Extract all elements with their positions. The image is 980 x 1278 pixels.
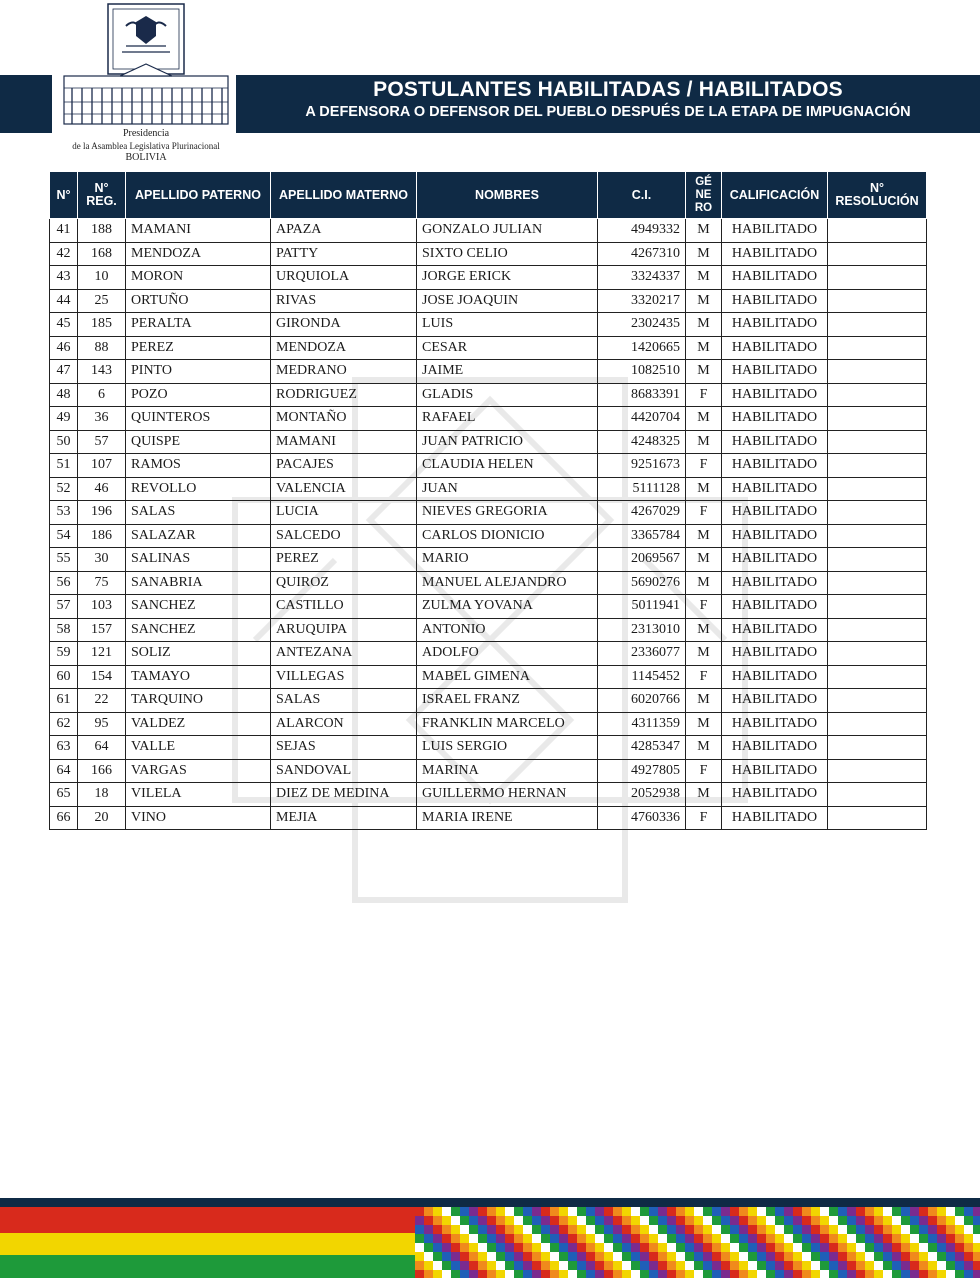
cell-resolucion xyxy=(828,783,927,807)
cell-num: 52 xyxy=(50,477,78,501)
cell-resolucion xyxy=(828,689,927,713)
cell-paterno: SANCHEZ xyxy=(126,618,271,642)
cell-resolucion xyxy=(828,383,927,407)
cell-nombres: SIXTO CELIO xyxy=(417,242,598,266)
cell-ci: 1082510 xyxy=(598,360,686,384)
cell-resolucion xyxy=(828,595,927,619)
table-row xyxy=(50,383,927,407)
cell-num: 55 xyxy=(50,548,78,572)
footer-navy-stripe xyxy=(0,1198,980,1207)
cell-materno: CASTILLO xyxy=(271,595,417,619)
cell-nombres: JOSE JOAQUIN xyxy=(417,289,598,313)
cell-calificacion: HABILITADO xyxy=(722,360,828,384)
cell-num: 60 xyxy=(50,665,78,689)
cell-nombres: GLADIS xyxy=(417,383,598,407)
cell-nombres: MANUEL ALEJANDRO xyxy=(417,571,598,595)
cell-num: 65 xyxy=(50,783,78,807)
table-row xyxy=(50,759,927,783)
logo-caption-line1: Presidencia xyxy=(122,128,170,139)
cell-genero: M xyxy=(686,524,722,548)
cell-num: 43 xyxy=(50,266,78,290)
cell-reg: 10 xyxy=(78,266,126,290)
cell-reg: 36 xyxy=(78,407,126,431)
cell-resolucion xyxy=(828,360,927,384)
cell-nombres: GONZALO JULIAN xyxy=(417,219,598,243)
cell-paterno: TARQUINO xyxy=(126,689,271,713)
cell-reg: 186 xyxy=(78,524,126,548)
cell-nombres: GUILLERMO HERNAN xyxy=(417,783,598,807)
logo-caption-line2: de la Asamblea Legislativa Plurinacional xyxy=(72,141,220,151)
cell-reg: 30 xyxy=(78,548,126,572)
cell-materno: ALARCON xyxy=(271,712,417,736)
cell-reg: 188 xyxy=(78,219,126,243)
cell-paterno: SANABRIA xyxy=(126,571,271,595)
cell-materno: MENDOZA xyxy=(271,336,417,360)
cell-materno: SEJAS xyxy=(271,736,417,760)
cell-resolucion xyxy=(828,806,927,830)
cell-num: 44 xyxy=(50,289,78,313)
cell-ci: 3324337 xyxy=(598,266,686,290)
table-row xyxy=(50,712,927,736)
cell-nombres: CESAR xyxy=(417,336,598,360)
cell-resolucion xyxy=(828,266,927,290)
cell-nombres: CLAUDIA HELEN xyxy=(417,454,598,478)
cell-ci: 4267310 xyxy=(598,242,686,266)
cell-calificacion: HABILITADO xyxy=(722,407,828,431)
cell-calificacion: HABILITADO xyxy=(722,689,828,713)
cell-genero: F xyxy=(686,383,722,407)
table-row xyxy=(50,336,927,360)
table-row xyxy=(50,360,927,384)
cell-calificacion: HABILITADO xyxy=(722,501,828,525)
cell-materno: GIRONDA xyxy=(271,313,417,337)
cell-resolucion xyxy=(828,219,927,243)
cell-num: 42 xyxy=(50,242,78,266)
cell-ci: 3320217 xyxy=(598,289,686,313)
col-header-materno: APELLIDO MATERNO xyxy=(271,172,417,219)
page-title: POSTULANTES HABILITADAS / HABILITADOS xyxy=(373,78,843,101)
cell-genero: F xyxy=(686,595,722,619)
cell-calificacion: HABILITADO xyxy=(722,524,828,548)
cell-paterno: SANCHEZ xyxy=(126,595,271,619)
cell-calificacion: HABILITADO xyxy=(722,289,828,313)
table-row xyxy=(50,266,927,290)
cell-num: 62 xyxy=(50,712,78,736)
cell-genero: M xyxy=(686,336,722,360)
cell-materno: VALENCIA xyxy=(271,477,417,501)
cell-paterno: SALAZAR xyxy=(126,524,271,548)
wiphala-pattern xyxy=(415,1207,980,1278)
cell-materno: VILLEGAS xyxy=(271,665,417,689)
cell-resolucion xyxy=(828,524,927,548)
cell-calificacion: HABILITADO xyxy=(722,736,828,760)
cell-ci: 2336077 xyxy=(598,642,686,666)
cell-paterno: VALDEZ xyxy=(126,712,271,736)
cell-paterno: TAMAYO xyxy=(126,665,271,689)
cell-materno: PATTY xyxy=(271,242,417,266)
cell-resolucion xyxy=(828,313,927,337)
cell-materno: SALCEDO xyxy=(271,524,417,548)
cell-reg: 6 xyxy=(78,383,126,407)
cell-nombres: MABEL GIMENA xyxy=(417,665,598,689)
cell-nombres: JORGE ERICK xyxy=(417,266,598,290)
cell-reg: 166 xyxy=(78,759,126,783)
col-header-genero: GÉ NE RO xyxy=(686,172,722,219)
cell-calificacion: HABILITADO xyxy=(722,618,828,642)
cell-ci: 8683391 xyxy=(598,383,686,407)
cell-resolucion xyxy=(828,477,927,501)
table-row xyxy=(50,524,927,548)
col-header-resolucion: N° RESOLUCIÓN xyxy=(828,172,927,219)
cell-resolucion xyxy=(828,665,927,689)
cell-resolucion xyxy=(828,242,927,266)
cell-materno: MONTAÑO xyxy=(271,407,417,431)
logo-caption-line3: BOLIVIA xyxy=(125,152,167,163)
cell-nombres: RAFAEL xyxy=(417,407,598,431)
cell-genero: F xyxy=(686,501,722,525)
table-row xyxy=(50,618,927,642)
cell-ci: 3365784 xyxy=(598,524,686,548)
cell-genero: M xyxy=(686,783,722,807)
cell-num: 47 xyxy=(50,360,78,384)
cell-resolucion xyxy=(828,642,927,666)
cell-nombres: JUAN xyxy=(417,477,598,501)
cell-nombres: MARINA xyxy=(417,759,598,783)
cell-resolucion xyxy=(828,736,927,760)
cell-materno: DIEZ DE MEDINA xyxy=(271,783,417,807)
cell-genero: M xyxy=(686,266,722,290)
table-row xyxy=(50,595,927,619)
cell-paterno: QUINTEROS xyxy=(126,407,271,431)
table-row xyxy=(50,407,927,431)
cell-reg: 22 xyxy=(78,689,126,713)
cell-nombres: JUAN PATRICIO xyxy=(417,430,598,454)
cell-paterno: MAMANI xyxy=(126,219,271,243)
cell-resolucion xyxy=(828,430,927,454)
cell-paterno: ORTUÑO xyxy=(126,289,271,313)
cell-paterno: REVOLLO xyxy=(126,477,271,501)
cell-genero: M xyxy=(686,618,722,642)
cell-paterno: VARGAS xyxy=(126,759,271,783)
cell-materno: QUIROZ xyxy=(271,571,417,595)
cell-calificacion: HABILITADO xyxy=(722,219,828,243)
cell-genero: M xyxy=(686,313,722,337)
cell-materno: SALAS xyxy=(271,689,417,713)
cell-calificacion: HABILITADO xyxy=(722,712,828,736)
cell-paterno: MORON xyxy=(126,266,271,290)
cell-nombres: ISRAEL FRANZ xyxy=(417,689,598,713)
cell-paterno: PINTO xyxy=(126,360,271,384)
cell-num: 49 xyxy=(50,407,78,431)
cell-materno: RIVAS xyxy=(271,289,417,313)
cell-reg: 157 xyxy=(78,618,126,642)
cell-num: 50 xyxy=(50,430,78,454)
cell-ci: 4420704 xyxy=(598,407,686,431)
table-row xyxy=(50,571,927,595)
cell-paterno: RAMOS xyxy=(126,454,271,478)
cell-calificacion: HABILITADO xyxy=(722,665,828,689)
cell-reg: 20 xyxy=(78,806,126,830)
cell-materno: PEREZ xyxy=(271,548,417,572)
cell-resolucion xyxy=(828,759,927,783)
cell-ci: 5690276 xyxy=(598,571,686,595)
cell-calificacion: HABILITADO xyxy=(722,477,828,501)
table-row xyxy=(50,501,927,525)
cell-genero: M xyxy=(686,571,722,595)
col-header-num: N° xyxy=(50,172,78,219)
cell-num: 59 xyxy=(50,642,78,666)
cell-num: 66 xyxy=(50,806,78,830)
table-row xyxy=(50,313,927,337)
cell-genero: F xyxy=(686,759,722,783)
cell-materno: SANDOVAL xyxy=(271,759,417,783)
table-row xyxy=(50,454,927,478)
cell-calificacion: HABILITADO xyxy=(722,336,828,360)
cell-materno: URQUIOLA xyxy=(271,266,417,290)
table-row xyxy=(50,548,927,572)
cell-paterno: POZO xyxy=(126,383,271,407)
cell-calificacion: HABILITADO xyxy=(722,571,828,595)
cell-nombres: LUIS xyxy=(417,313,598,337)
cell-reg: 121 xyxy=(78,642,126,666)
cell-resolucion xyxy=(828,336,927,360)
logo-caption xyxy=(56,128,236,164)
cell-calificacion: HABILITADO xyxy=(722,242,828,266)
cell-reg: 75 xyxy=(78,571,126,595)
table-row xyxy=(50,689,927,713)
cell-materno: ARUQUIPA xyxy=(271,618,417,642)
cell-ci: 4927805 xyxy=(598,759,686,783)
cell-nombres: JAIME xyxy=(417,360,598,384)
table-row xyxy=(50,219,927,243)
cell-num: 54 xyxy=(50,524,78,548)
cell-ci: 2052938 xyxy=(598,783,686,807)
cell-reg: 46 xyxy=(78,477,126,501)
cell-num: 45 xyxy=(50,313,78,337)
cell-ci: 4267029 xyxy=(598,501,686,525)
cell-num: 58 xyxy=(50,618,78,642)
cell-calificacion: HABILITADO xyxy=(722,806,828,830)
cell-ci: 5111128 xyxy=(598,477,686,501)
cell-ci: 4949332 xyxy=(598,219,686,243)
cell-resolucion xyxy=(828,289,927,313)
cell-resolucion xyxy=(828,548,927,572)
cell-ci: 5011941 xyxy=(598,595,686,619)
cell-ci: 1145452 xyxy=(598,665,686,689)
cell-materno: RODRIGUEZ xyxy=(271,383,417,407)
col-header-ci: C.I. xyxy=(598,172,686,219)
cell-calificacion: HABILITADO xyxy=(722,548,828,572)
cell-paterno: SALAS xyxy=(126,501,271,525)
cell-materno: PACAJES xyxy=(271,454,417,478)
cell-calificacion: HABILITADO xyxy=(722,759,828,783)
cell-paterno: VILELA xyxy=(126,783,271,807)
cell-materno: MEJIA xyxy=(271,806,417,830)
cell-nombres: ADOLFO xyxy=(417,642,598,666)
cell-genero: M xyxy=(686,242,722,266)
cell-num: 64 xyxy=(50,759,78,783)
cell-paterno: VALLE xyxy=(126,736,271,760)
cell-reg: 88 xyxy=(78,336,126,360)
cell-genero: M xyxy=(686,430,722,454)
cell-genero: M xyxy=(686,689,722,713)
cell-materno: APAZA xyxy=(271,219,417,243)
cell-genero: M xyxy=(686,736,722,760)
cell-reg: 154 xyxy=(78,665,126,689)
cell-paterno: PEREZ xyxy=(126,336,271,360)
cell-reg: 25 xyxy=(78,289,126,313)
cell-num: 57 xyxy=(50,595,78,619)
cell-num: 48 xyxy=(50,383,78,407)
cell-calificacion: HABILITADO xyxy=(722,430,828,454)
cell-num: 51 xyxy=(50,454,78,478)
cell-genero: M xyxy=(686,642,722,666)
cell-reg: 107 xyxy=(78,454,126,478)
cell-nombres: FRANKLIN MARCELO xyxy=(417,712,598,736)
cell-nombres: MARIA IRENE xyxy=(417,806,598,830)
cell-nombres: LUIS SERGIO xyxy=(417,736,598,760)
cell-calificacion: HABILITADO xyxy=(722,454,828,478)
cell-paterno: MENDOZA xyxy=(126,242,271,266)
cell-resolucion xyxy=(828,571,927,595)
cell-num: 61 xyxy=(50,689,78,713)
cell-ci: 6020766 xyxy=(598,689,686,713)
cell-reg: 196 xyxy=(78,501,126,525)
candidates-table xyxy=(49,171,927,830)
cell-nombres: MARIO xyxy=(417,548,598,572)
cell-ci: 4311359 xyxy=(598,712,686,736)
cell-reg: 64 xyxy=(78,736,126,760)
cell-genero: M xyxy=(686,289,722,313)
table-row xyxy=(50,806,927,830)
cell-reg: 143 xyxy=(78,360,126,384)
cell-genero: F xyxy=(686,806,722,830)
col-header-reg: N° REG. xyxy=(78,172,126,219)
cell-genero: M xyxy=(686,360,722,384)
cell-nombres: NIEVES GREGORIA xyxy=(417,501,598,525)
cell-resolucion xyxy=(828,407,927,431)
cell-reg: 57 xyxy=(78,430,126,454)
table-row xyxy=(50,430,927,454)
cell-ci: 4285347 xyxy=(598,736,686,760)
cell-num: 56 xyxy=(50,571,78,595)
cell-resolucion xyxy=(828,454,927,478)
cell-nombres: CARLOS DIONICIO xyxy=(417,524,598,548)
cell-resolucion xyxy=(828,712,927,736)
cell-materno: MEDRANO xyxy=(271,360,417,384)
col-header-calificacion: CALIFICACIÓN xyxy=(722,172,828,219)
page-subtitle: A DEFENSORA O DEFENSOR DEL PUEBLO DESPUÉS DE LA ETAPA DE IMPUGNACIÓN xyxy=(305,104,911,120)
cell-materno: LUCIA xyxy=(271,501,417,525)
cell-ci: 2302435 xyxy=(598,313,686,337)
cell-genero: M xyxy=(686,548,722,572)
table-row xyxy=(50,642,927,666)
cell-genero: M xyxy=(686,477,722,501)
table-row xyxy=(50,242,927,266)
table-header-row xyxy=(50,172,927,219)
table-row xyxy=(50,289,927,313)
cell-paterno: SALINAS xyxy=(126,548,271,572)
cell-ci: 2313010 xyxy=(598,618,686,642)
cell-reg: 103 xyxy=(78,595,126,619)
cell-num: 46 xyxy=(50,336,78,360)
cell-ci: 4760336 xyxy=(598,806,686,830)
cell-paterno: SOLIZ xyxy=(126,642,271,666)
table-row xyxy=(50,477,927,501)
cell-genero: M xyxy=(686,712,722,736)
cell-resolucion xyxy=(828,501,927,525)
col-header-nombres: NOMBRES xyxy=(417,172,598,219)
cell-nombres: ANTONIO xyxy=(417,618,598,642)
cell-calificacion: HABILITADO xyxy=(722,266,828,290)
cell-reg: 18 xyxy=(78,783,126,807)
cell-genero: M xyxy=(686,407,722,431)
table-row xyxy=(50,783,927,807)
cell-ci: 4248325 xyxy=(598,430,686,454)
cell-ci: 1420665 xyxy=(598,336,686,360)
cell-calificacion: HABILITADO xyxy=(722,595,828,619)
cell-paterno: PERALTA xyxy=(126,313,271,337)
cell-materno: ANTEZANA xyxy=(271,642,417,666)
cell-calificacion: HABILITADO xyxy=(722,313,828,337)
cell-genero: F xyxy=(686,454,722,478)
cell-num: 53 xyxy=(50,501,78,525)
cell-calificacion: HABILITADO xyxy=(722,383,828,407)
table-row xyxy=(50,665,927,689)
cell-genero: M xyxy=(686,219,722,243)
cell-reg: 95 xyxy=(78,712,126,736)
cell-resolucion xyxy=(828,618,927,642)
cell-nombres: ZULMA YOVANA xyxy=(417,595,598,619)
cell-num: 63 xyxy=(50,736,78,760)
cell-paterno: QUISPE xyxy=(126,430,271,454)
cell-paterno: VINO xyxy=(126,806,271,830)
cell-reg: 185 xyxy=(78,313,126,337)
cell-calificacion: HABILITADO xyxy=(722,642,828,666)
cell-reg: 168 xyxy=(78,242,126,266)
cell-materno: MAMANI xyxy=(271,430,417,454)
cell-ci: 9251673 xyxy=(598,454,686,478)
cell-num: 41 xyxy=(50,219,78,243)
cell-genero: F xyxy=(686,665,722,689)
table-row xyxy=(50,736,927,760)
cell-calificacion: HABILITADO xyxy=(722,783,828,807)
col-header-paterno: APELLIDO PATERNO xyxy=(126,172,271,219)
cell-ci: 2069567 xyxy=(598,548,686,572)
